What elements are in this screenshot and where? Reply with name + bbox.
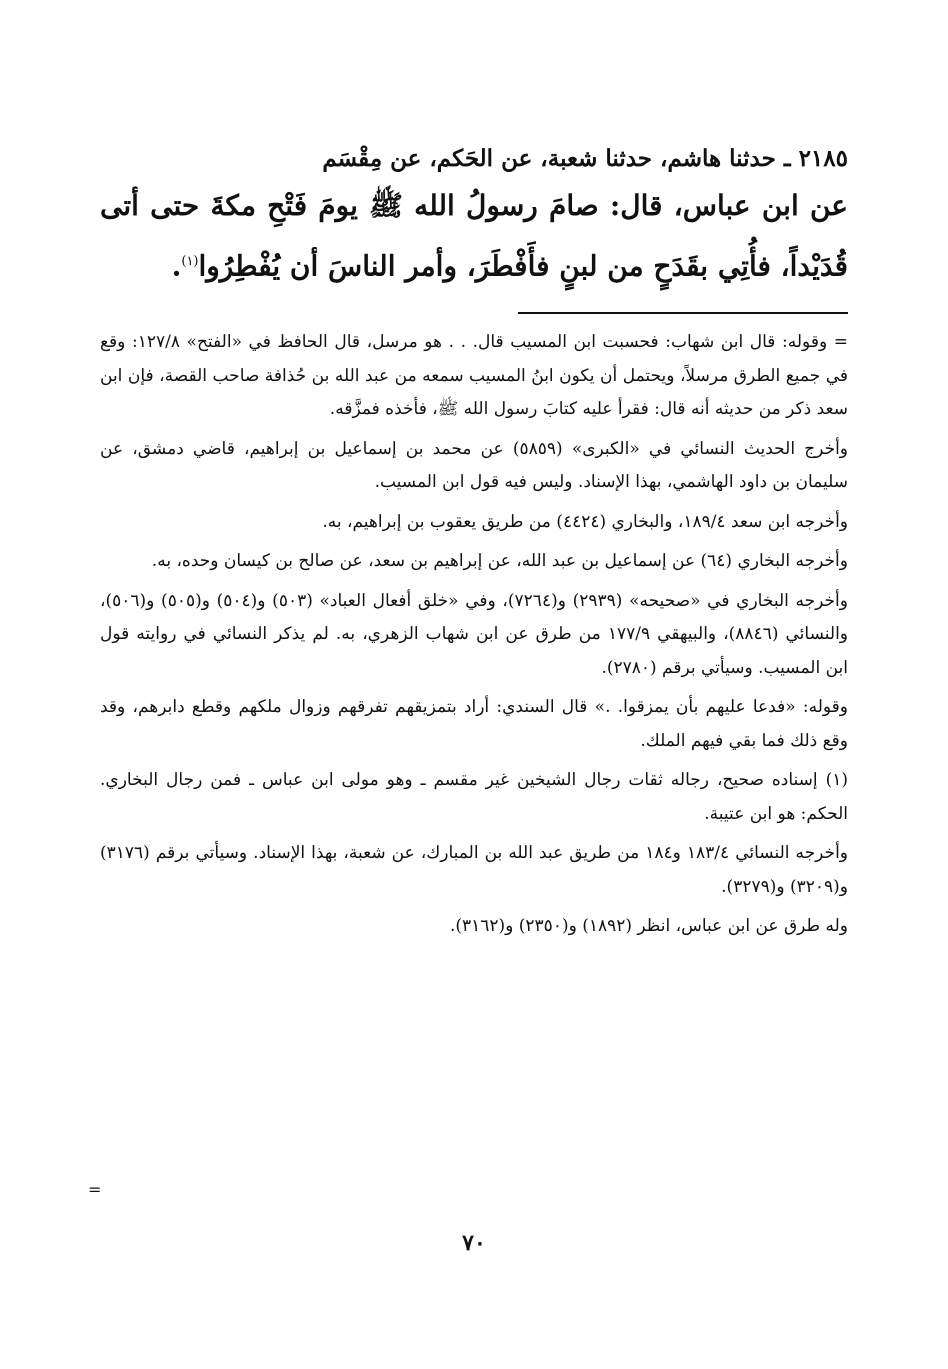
footnote-paragraph: وأخرجه البخاري في «صحيحه» (٢٩٣٩) و(٧٢٦٤)، وفي «خلق أفعال العباد» (٥٠٣) و(٥٠٤) و(٥٠٥) و(٥٠٦)، والنسائي (٨٨٤٦)، والبيهقي ١٧٧/٩ من طرق عن ابن شهاب الزهري، به. لم يذكر النسائي في روايته قول ابن المسيب. وسيأتي برقم (٢٧٨٠).	[100, 590, 849, 678]
footnote-separator	[518, 312, 848, 314]
footnote-paragraph: وأخرجه النسائي ١٨٣/٤ و١٨٤ من طريق عبد الله بن المبارك، عن شعبة، بهذا الإسناد. وسيأتي برقم (٣١٧٦) و(٣٢٠٩) و(٣٢٧٩).	[100, 843, 848, 897]
page-number: ٧٠	[462, 1230, 486, 1256]
hadith-text: عن ابن عباس، قال: صامَ رسولُ الله ﷺ يومَ فَتْحِ مكةَ حتى أتى قُدَيْداً، فأُتِي بقَدَحٍ من لبنٍ فأَفْطَرَ، وأمر الناسَ أن يُفْطِرُوا	[100, 189, 848, 283]
footnotes	[100, 326, 848, 950]
hadith-end-mark: .	[171, 249, 182, 283]
hadith-heading: ٢١٨٥ ـ حدثنا هاشم، حدثنا شعبة، عن الحَكم، عن مِقْسَم	[322, 145, 848, 172]
continuation-mark: =	[88, 1180, 102, 1199]
footnote-paragraph: وقوله: «فدعا عليهم بأن يمزقوا. .» قال السندي: أراد بتمزيقهم تفرقهم وزوال ملكهم وقطع دابرهم، وقد وقع ذلك فما بقي فيهم الملك.	[100, 697, 848, 751]
hadith-block	[100, 140, 848, 294]
footnote-paragraph: وأخرجه البخاري (٦٤) عن إسماعيل بن عبد الله، عن إبراهيم بن سعد، عن صالح بن كيسان وحده، به.	[151, 551, 848, 571]
footnote-reference: (١)	[181, 254, 199, 269]
hadith-text-paragraph	[100, 178, 848, 294]
footnote-paragraph: وله طرق عن ابن عباس، انظر (١٨٩٢) و(٢٣٥٠) و(٣١٦٢).	[449, 916, 848, 936]
footnote-paragraph: (١) إسناده صحيح، رجاله ثقات رجال الشيخين غير مقسم ـ وهو مولى ابن عباس ـ فمن رجال البخاري. الحكم: هو ابن عتيبة.	[100, 770, 848, 824]
footnote-paragraph: وأخرج الحديث النسائي في «الكبرى» (٥٨٥٩) عن محمد بن إسماعيل بن إبراهيم، قاضي دمشق، عن سليمان بن داود الهاشمي، بهذا الإسناد. وليس فيه قول ابن المسيب.	[100, 438, 849, 492]
footnote-paragraph: وأخرجه ابن سعد ١٨٩/٤، والبخاري (٤٤٢٤) من طريق يعقوب بن إبراهيم، به.	[322, 511, 848, 532]
footnote-paragraph: = وقوله: قال ابن شهاب: فحسبت ابن المسيب قال. . . هو مرسل، قال الحافظ في «الفتح» ١٢٧/٨: وقع في جميع الطرق مرسلاً، ويحتمل أن يكون ابنُ المسيب سمعه من عبد الله بن حُذافة صاحب القصة، فإن ابن سعد ذكر من حديثه أنه قال: فقرأ عليه كتابَ رسول الله ﷺ، فأخذه فمزَّقه.	[100, 332, 848, 419]
